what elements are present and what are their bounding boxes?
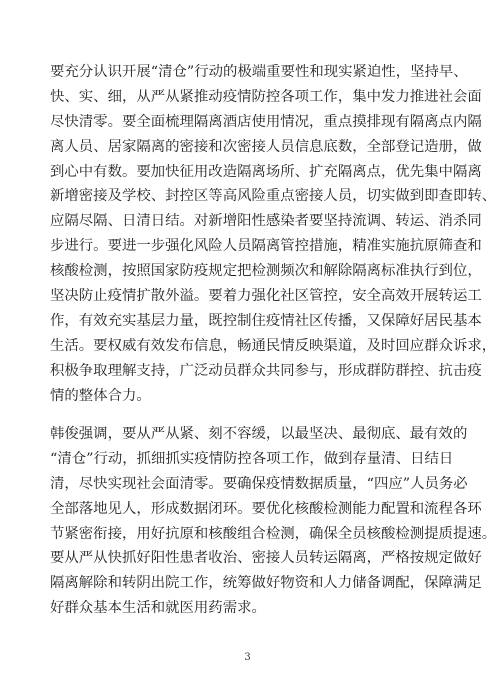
text-line: 节紧密衔接，用好抗原和核酸组合检测，确保全员核酸检测提质提速。 <box>50 525 496 542</box>
text-line: 韩俊强调，要从严从紧、刻不容缓，以最坚决、最彻底、最有效的 <box>50 426 468 442</box>
text-line: 好群众基本生活和就医用药需求。 <box>50 600 266 617</box>
text-line: 新增密接及学校、封控区等高风险重点密接人员，切实做到即查即转、 <box>50 188 496 205</box>
text-line: 情的整体合力。 <box>50 387 151 404</box>
page-number: 3 <box>244 652 251 663</box>
text-line: 要充分认识开展“清仓”行动的极端重要性和现实紧迫性，坚持早、 <box>50 64 468 80</box>
text-line: 隔离解除和转阴出院工作，统筹做好物资和人力储备调配，保障满足 <box>50 575 482 592</box>
text-line: 步进行。要进一步强化风险人员隔离管控措施，精准实施抗原筛查和 <box>50 238 482 255</box>
text-line: 离人员、居家隔离的密接和次密接人员信息底数，全部登记造册，做 <box>50 138 482 155</box>
text-line: 清，尽快实现社会面清零。要确保疫情数据质量，“四应”人员务必 <box>50 475 468 492</box>
text-line: 生活。要权威有效发布信息，畅通民情反映渠道，及时回应群众诉求， <box>50 337 496 354</box>
text-line: 到心中有数。要加快征用改造隔离场所、扩充隔离点，优先集中隔离 <box>50 163 482 180</box>
text-line: 核酸检测，按照国家防疫规定把检测频次和解除隔离标准执行到位， <box>50 263 482 280</box>
text-line: 作，有效充实基层力量，既控制住疫情社区传播，又保障好居民基本 <box>50 312 482 329</box>
text-line: 坚决防止疫情扩散外溢。要着力强化社区管控，安全高效开展转运工 <box>50 288 482 305</box>
text-line: 积极争取理解支持，广泛动员群众共同参与，形成群防群控、抗击疫 <box>50 362 482 379</box>
text-line: “清仓”行动，抓细抓实疫情防控各项工作，做到存量清、日结日 <box>50 450 454 467</box>
text-line: 尽快清零。要全面梳理隔离酒店使用情况，重点摸排现有隔离点内隔 <box>50 113 482 130</box>
text-line: 应隔尽隔、日清日结。对新增阳性感染者要坚持流调、转运、消杀同 <box>50 213 482 230</box>
body-paragraph <box>50 422 496 621</box>
body-paragraph <box>50 60 496 408</box>
text-line: 全部落地见人，形成数据闭环。要优化核酸检测能力配置和流程各环 <box>50 500 482 517</box>
text-line: 要从严从快抓好阳性患者收治、密接人员转运隔离，严格按规定做好 <box>50 550 482 567</box>
text-line: 快、实、细，从严从紧推动疫情防控各项工作，集中发力推进社会面 <box>50 88 482 105</box>
